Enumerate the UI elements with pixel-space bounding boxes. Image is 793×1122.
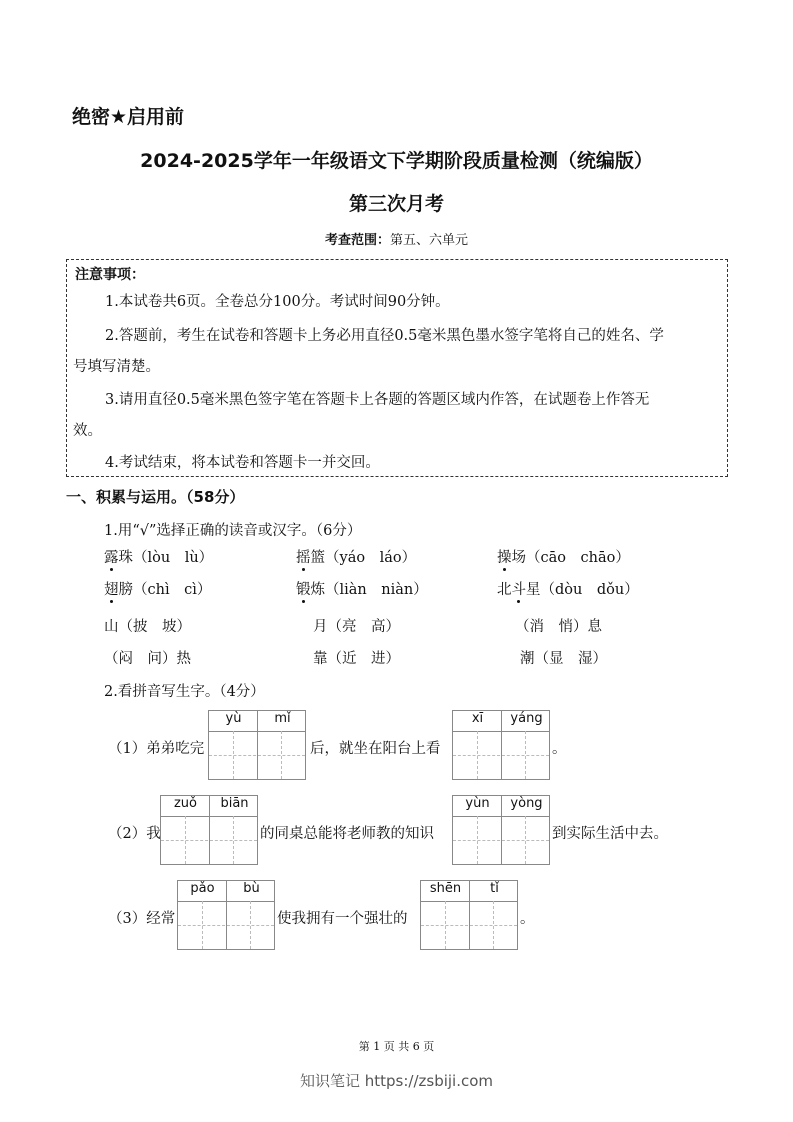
scope-value: 第五、六单元 bbox=[390, 233, 469, 248]
q2-s1-text-b: 后，就坐在阳台上看 bbox=[310, 741, 441, 757]
pinyin-label: mǐ bbox=[274, 711, 291, 726]
pinyin-label: yòng bbox=[510, 796, 543, 811]
pinyin-label: tǐ bbox=[490, 881, 499, 896]
q2-s1-text-a: （1）弟弟吃完 bbox=[108, 741, 205, 757]
pinyin-grid[interactable] bbox=[420, 880, 518, 950]
notice-item-1: 1.本试卷共6页。全卷总分100分。考试时间90分钟。 bbox=[105, 294, 450, 310]
pinyin-label: pǎo bbox=[190, 881, 215, 896]
pinyin-grid[interactable] bbox=[177, 880, 275, 950]
notice-item-3: 3.请用直径0.5毫米黑色签字笔在答题卡上各题的答题区域内作答，在试题卷上作答无 bbox=[105, 392, 650, 408]
exam-subtitle: 第三次月考 bbox=[348, 193, 444, 215]
q1-item: 潮（显 湿） bbox=[520, 651, 607, 667]
q1-item: 靠（近 进） bbox=[313, 651, 400, 667]
notice-item-4: 4.考试结束，将本试卷和答题卡一并交回。 bbox=[105, 455, 380, 471]
exam-scope bbox=[0, 229, 793, 248]
q1-item: 露珠（lòu lù） bbox=[104, 550, 214, 566]
q1-item: 北斗星（dòu dǒu） bbox=[497, 582, 639, 598]
q2-prompt: 2.看拼音写生字。（4分） bbox=[104, 684, 265, 700]
pinyin-grid[interactable] bbox=[452, 795, 550, 865]
q1-item: 操场（cāo chāo） bbox=[497, 550, 630, 566]
section-1-title: 一、积累与运用。（58分） bbox=[66, 488, 245, 506]
q1-item: 摇篮（yáo láo） bbox=[296, 550, 417, 566]
pinyin-label: zuǒ bbox=[173, 796, 198, 811]
exam-title: 2024-2025学年一年级语文下学期阶段质量检测（统编版） bbox=[140, 150, 653, 172]
secret-label: 绝密★启用前 bbox=[72, 106, 185, 128]
notice-item-2-cont: 号填写清楚。 bbox=[73, 359, 160, 375]
q1-item: 锻炼（liàn niàn） bbox=[296, 582, 428, 598]
q2-s2-text-c: 到实际生活中去。 bbox=[552, 826, 668, 842]
page-number: 第 1 页 共 6 页 bbox=[358, 1040, 435, 1053]
pinyin-label: bù bbox=[243, 881, 260, 896]
q1-item: （消 悄）息 bbox=[515, 619, 602, 635]
notice-box bbox=[66, 259, 728, 477]
pinyin-grid[interactable] bbox=[452, 710, 550, 780]
pinyin-grid[interactable] bbox=[160, 795, 258, 865]
pinyin-label: yáng bbox=[510, 711, 543, 726]
notice-item-2: 2.答题前，考生在试卷和答题卡上务必用直径0.5毫米黑色墨水签字笔将自己的姓名、学 bbox=[105, 328, 664, 344]
pinyin-label: yùn bbox=[465, 796, 490, 811]
pinyin-label: yù bbox=[225, 711, 242, 726]
q1-item: 月（亮 高） bbox=[313, 619, 400, 635]
q2-s2-text-b: 的同桌总能将老师教的知识 bbox=[260, 826, 434, 842]
q1-prompt: 1.用“√”选择正确的读音或汉字。（6分） bbox=[104, 523, 362, 539]
pinyin-label: biān bbox=[220, 796, 249, 811]
pinyin-grid[interactable] bbox=[208, 710, 306, 780]
pinyin-label: shēn bbox=[429, 881, 462, 896]
notice-heading: 注意事项： bbox=[75, 267, 145, 283]
q1-item: 翅膀（chì cì） bbox=[104, 582, 212, 598]
scope-label: 考查范围： bbox=[324, 233, 390, 248]
q1-item: 山（披 坡） bbox=[104, 619, 191, 635]
pinyin-label: xī bbox=[471, 711, 484, 726]
q2-s3-text-a: （3）经常 bbox=[108, 911, 176, 927]
q2-s1-text-c: 。 bbox=[552, 741, 567, 757]
watermark: 知识笔记 https://zsbiji.com bbox=[299, 1072, 494, 1090]
q2-s2-text-a: （2）我 bbox=[108, 826, 161, 842]
q2-s3-text-b: 使我拥有一个强壮的 bbox=[277, 911, 408, 927]
notice-item-3-cont: 效。 bbox=[73, 423, 102, 439]
q1-item: （闷 问）热 bbox=[104, 651, 191, 667]
q2-s3-text-c: 。 bbox=[520, 911, 535, 927]
